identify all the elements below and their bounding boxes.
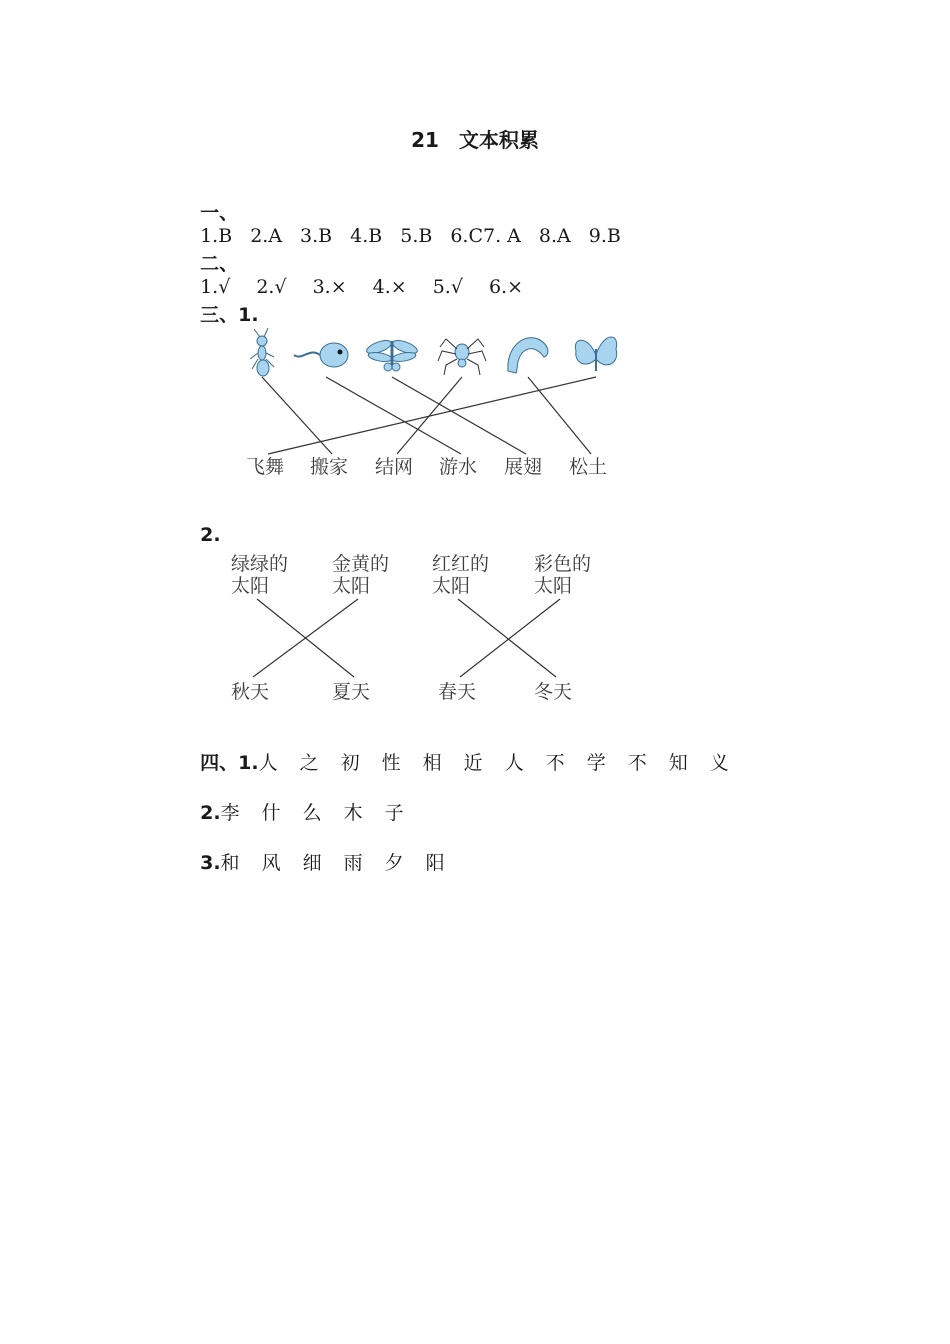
poem-char-12: 义 — [709, 752, 729, 774]
poem-char-1: 和 — [220, 852, 240, 874]
season-word: 冬天 — [534, 681, 573, 703]
animal-action-word: 游水 — [439, 456, 478, 478]
poem-char-2: 之 — [299, 752, 319, 774]
match-line — [268, 377, 596, 454]
ant-icon — [250, 328, 274, 376]
poem-char-6: 近 — [463, 752, 483, 774]
sun-phrase: 绿绿的 太阳 — [231, 553, 289, 597]
section-2-item-1: 1.√ — [200, 276, 231, 298]
section-1-item-2: 2.A — [250, 225, 283, 247]
tadpole-icon — [294, 343, 348, 367]
poem-char-10: 不 — [627, 752, 647, 774]
butterfly-icon — [575, 337, 616, 371]
poem-char-3: 初 — [340, 752, 360, 774]
poem-char-3: 细 — [302, 852, 322, 874]
season-word: 春天 — [438, 681, 477, 703]
section-2-item-3: 3.× — [312, 276, 347, 298]
section-1-item-6: 6.C7. A — [450, 225, 521, 247]
section-2-item-4: 4.× — [372, 276, 407, 298]
poem-char-5: 相 — [422, 752, 442, 774]
poem-char-4: 雨 — [343, 852, 363, 874]
sun-phrase: 彩色的 太阳 — [534, 553, 592, 597]
section-4-line-1: 四、1.人 之 初 性 相 近 人 不 学 不 知 义 — [200, 752, 729, 774]
poem-char-7: 人 — [504, 752, 524, 774]
section-2-item-2: 2.√ — [256, 276, 287, 298]
section-3-2-label: 2. — [200, 524, 221, 546]
section-4-line-2: 2.李 什 么 木 子 — [200, 802, 404, 824]
match-line — [326, 377, 461, 454]
section-1-item-8: 9.B — [588, 225, 621, 247]
section-1-item-1: 1.B — [200, 225, 233, 247]
poem-char-4: 木 — [343, 802, 363, 824]
season-match-line — [458, 599, 556, 677]
sun-phrase: 金黄的 太阳 — [332, 553, 390, 597]
section-1-item-4: 4.B — [350, 225, 383, 247]
poem-char-1: 人 — [258, 752, 278, 774]
poem-char-6: 阳 — [425, 852, 445, 874]
poem-char-11: 知 — [668, 752, 688, 774]
season-word: 夏天 — [332, 681, 371, 703]
animal-action-word: 展翅 — [504, 456, 543, 478]
spider-icon — [438, 339, 486, 375]
poem-char-8: 不 — [545, 752, 565, 774]
poem-char-2: 风 — [261, 852, 281, 874]
section-1-item-3: 3.B — [300, 225, 333, 247]
section-4-line-3: 3.和 风 细 雨 夕 阳 — [200, 852, 445, 874]
poem-char-1: 李 — [220, 802, 240, 824]
dragonfly-icon — [365, 338, 419, 371]
poem-char-2: 什 — [261, 802, 281, 824]
earthworm-icon — [508, 338, 548, 373]
poem-char-5: 夕 — [384, 852, 404, 874]
poem-char-5: 子 — [384, 802, 404, 824]
season-word: 秋天 — [231, 681, 270, 703]
animal-action-word: 结网 — [375, 456, 414, 478]
section-1-prefix: 一、 — [200, 202, 239, 224]
section-2-item-6: 6.× — [488, 276, 524, 298]
section-1-item-7: 8.A — [538, 225, 571, 247]
poem-char-4: 性 — [381, 752, 401, 774]
poem-char-9: 学 — [586, 752, 606, 774]
poem-char-3: 么 — [302, 802, 322, 824]
page-title: 21 文本积累 — [411, 128, 539, 152]
section-2-prefix: 二、 — [200, 253, 239, 275]
sun-phrase: 红红的 太阳 — [432, 553, 490, 597]
animal-action-word: 松土 — [569, 456, 608, 478]
match-line — [262, 377, 332, 454]
section-2-item-5: 5.√ — [432, 276, 463, 298]
season-match-line — [253, 599, 358, 677]
section-3-label: 三、1. — [200, 304, 259, 326]
match-line — [528, 377, 591, 454]
match-line — [392, 377, 526, 454]
animal-action-word: 搬家 — [310, 456, 349, 478]
animal-action-word: 飞舞 — [246, 456, 285, 478]
section-1-item-5: 5.B — [400, 225, 433, 247]
season-match-line — [460, 599, 560, 677]
